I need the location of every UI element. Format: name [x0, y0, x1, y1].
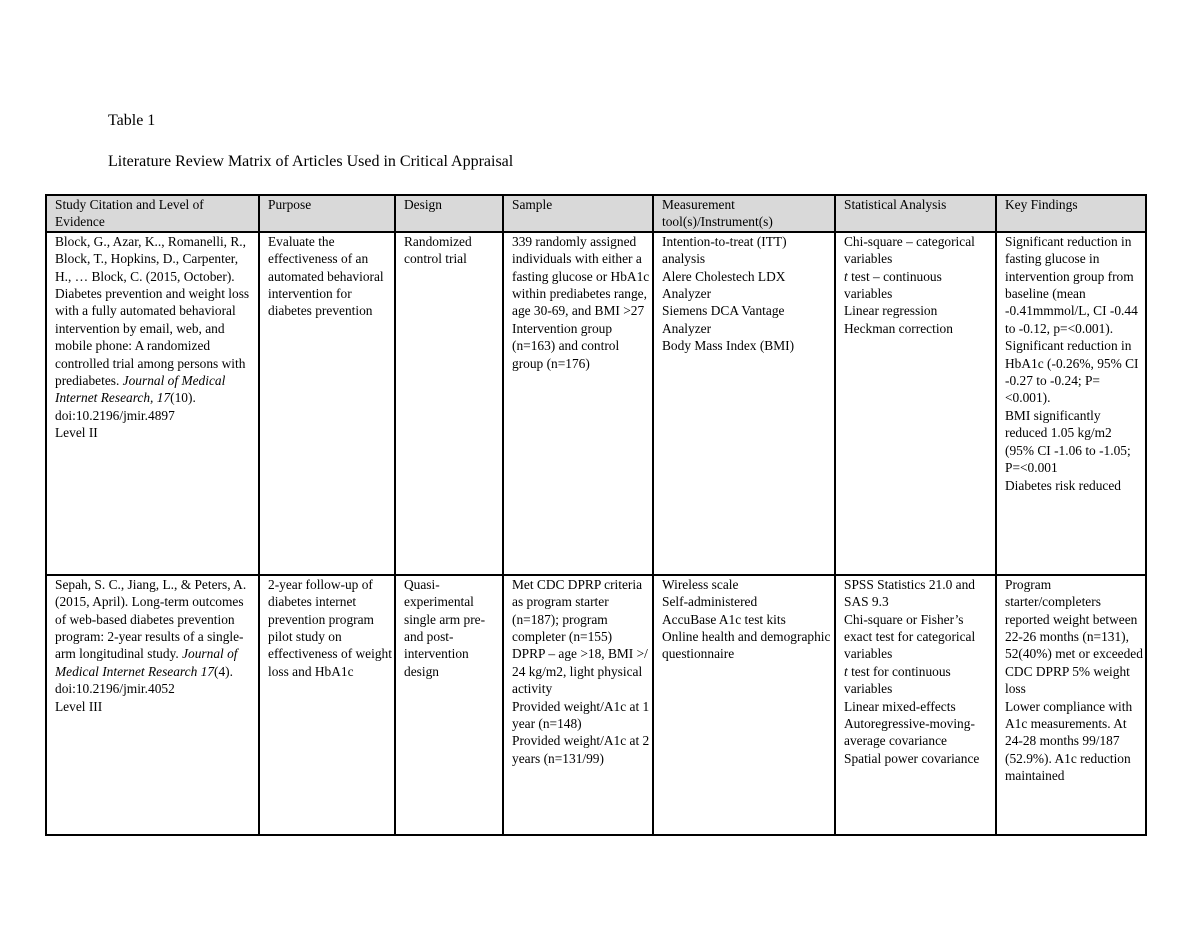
statistics-line: [844, 611, 993, 663]
statistic-text: Linear regression: [844, 303, 938, 319]
header-sample: Sample: [503, 195, 653, 232]
finding-line: Lower compliance with A1c measurements. At 24-28 months 99/187 (52.9%). A1c reduction maintained: [1005, 698, 1133, 784]
statistic-text: Autoregressive-moving-average covariance: [844, 716, 975, 749]
citation-cell: [46, 232, 259, 575]
sample-line: Provided weight/A1c at 1 year (n=148): [512, 698, 650, 732]
citation-text: Block, G., Azar, K.., Romanelli, R., Block, T., Hopkins, D., Carpenter, H., … Block, C. (2015, October). Diabetes prevention and weight loss with a fully automated behavioral intervention by email, web, and mobile phone: A randomized controlled trial among persons with prediabetes.: [55, 233, 250, 389]
statistic-text: Spatial power covariance: [844, 750, 980, 766]
measurement-line: Siemens DCA Vantage Analyzer: [662, 303, 785, 336]
statistic-text: Chi-square or Fisher’s exact test for categorical variables: [844, 611, 976, 662]
evidence-level: Level II: [55, 425, 98, 441]
statistics-cell: [835, 575, 996, 835]
statistic-text: Chi-square – categorical variables: [844, 233, 975, 267]
finding-line: BMI significantly reduced 1.05 kg/m2 (95% CI -1.06 to -1.05; P=<0.001: [1005, 407, 1131, 476]
statistic-text: Heckman correction: [844, 320, 953, 336]
finding-line: Program starter/completers reported weight between 22-26 months (n=131), 52(40%) met or exceeded CDC DPRP 5% weight loss: [1005, 576, 1143, 697]
citation-journal: Journal of Medical Internet Research 17: [55, 646, 238, 679]
citation-doi: (10). doi:10.2196/jmir.4897: [55, 390, 196, 423]
sample-line: Met CDC DPRP criteria as program starter (n=187); program completer (n=155): [512, 576, 643, 645]
evidence-level: Level III: [55, 698, 103, 714]
statistics-line: [844, 233, 993, 268]
finding-line: Diabetes risk reduced: [1005, 477, 1122, 493]
key-findings-cell: [996, 232, 1146, 575]
table-header-row: [46, 195, 1146, 232]
statistics-line: [844, 698, 993, 715]
design-cell: Quasi-experimental single arm pre- and post-intervention design: [395, 575, 503, 835]
statistics-line: [844, 302, 993, 319]
sample-line: DPRP – age >18, BMI >/ 24 kg/m2, light physical activity: [512, 646, 648, 697]
statistic-text: test – continuous variables: [844, 268, 942, 302]
table-number-label: Table 1: [108, 112, 156, 129]
table-title: Literature Review Matrix of Articles Used in Critical Appraisal: [108, 153, 514, 170]
key-findings-cell: [996, 575, 1146, 835]
design-cell: Randomized control trial: [395, 232, 503, 575]
purpose-cell: 2-year follow-up of diabetes internet prevention program pilot study on effectiveness of weight loss and HbA1c: [259, 575, 395, 835]
measurement-cell: [653, 232, 835, 575]
finding-line: Significant reduction in HbA1c (-0.26%, 95% CI -0.27 to -0.24; P=<0.001).: [1005, 338, 1139, 406]
statistics-line: [844, 320, 993, 337]
statistics-line: [844, 750, 993, 767]
citation-text: Sepah, S. C., Jiang, L., & Peters, A. (2015, April). Long-term outcomes of web-based diabetes prevention program: 2-year results of a single-arm longitudinal study.: [55, 576, 247, 662]
statistics-line: [844, 268, 993, 303]
statistic-symbol: t: [844, 663, 848, 679]
statistics-line: [844, 576, 993, 611]
measurement-line: Wireless scale: [662, 576, 739, 592]
measurement-cell: [653, 575, 835, 835]
measurement-line: Body Mass Index (BMI): [662, 338, 795, 354]
sample-cell: [503, 575, 653, 835]
statistics-cell: [835, 232, 996, 575]
table-row: [46, 232, 1146, 575]
measurement-line: Intention-to-treat (ITT) analysis: [662, 233, 787, 267]
measurement-line: AccuBase A1c test kits: [662, 611, 786, 627]
measurement-line: Online health and demographic questionnaire: [662, 629, 831, 662]
sample-cell: [503, 232, 653, 575]
header-design: Design: [395, 195, 503, 232]
citation-doi: (4). doi:10.2196/jmir.4052: [55, 663, 233, 697]
finding-line: Significant reduction in fasting glucose in intervention group from baseline (mean -0.41mmmol/L, CI -0.44 to -0.12, p=<0.001).: [1005, 233, 1138, 336]
header-key-findings: Key Findings: [996, 195, 1146, 232]
header-purpose: Purpose: [259, 195, 395, 232]
table-row: [46, 575, 1146, 835]
measurement-line: Alere Cholestech LDX Analyzer: [662, 268, 786, 302]
header-citation: Study Citation and Level of Evidence: [46, 195, 259, 232]
statistic-text: SPSS Statistics 21.0 and SAS 9.3: [844, 576, 975, 610]
statistics-line: [844, 715, 993, 750]
statistic-text: test for continuous variables: [844, 663, 951, 697]
sample-line: 339 randomly assigned individuals with either a fasting glucose or HbA1c within prediabetes range, age 30-69, and BMI >27: [512, 233, 650, 319]
citation-cell: [46, 575, 259, 835]
sample-line: Provided weight/A1c at 2 years (n=131/99): [512, 733, 650, 766]
sample-line: Intervention group (n=163) and control group (n=176): [512, 320, 620, 371]
literature-review-table: [45, 194, 1147, 836]
statistic-symbol: t: [844, 268, 848, 284]
statistics-line: [844, 663, 993, 698]
statistic-text: Linear mixed-effects: [844, 698, 956, 714]
measurement-line: Self-administered: [662, 594, 758, 610]
header-measurement: Measurement tool(s)/Instrument(s): [653, 195, 835, 232]
header-statistics: Statistical Analysis: [835, 195, 996, 232]
purpose-cell: Evaluate the effectiveness of an automated behavioral intervention for diabetes prevention: [259, 232, 395, 575]
citation-journal: Journal of Medical Internet Research, 17: [55, 373, 226, 406]
